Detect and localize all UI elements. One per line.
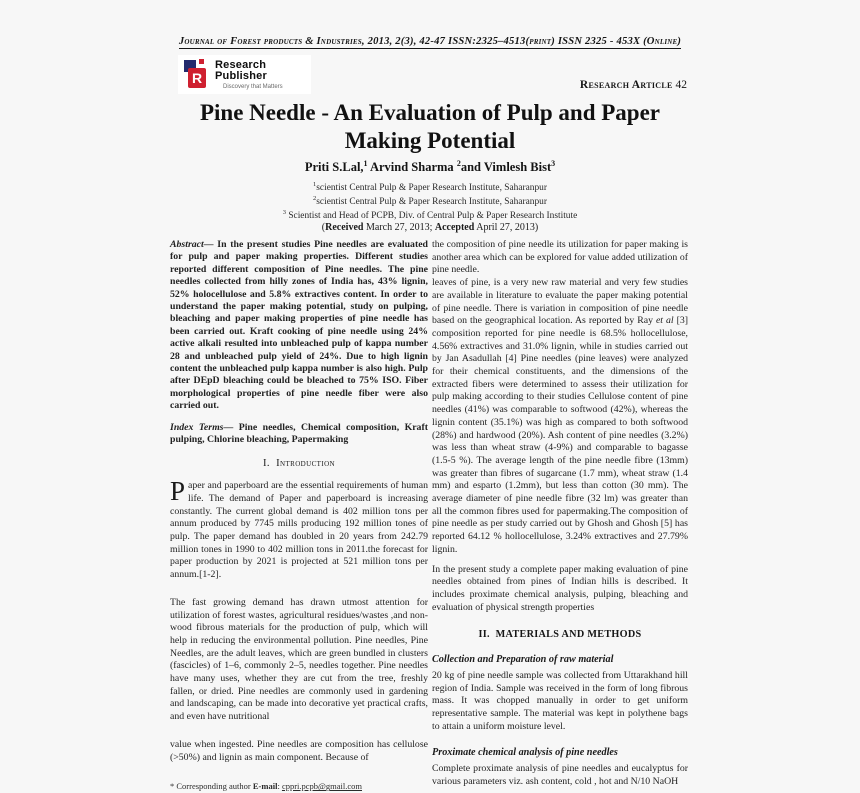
- section-heading-materials: [432, 629, 688, 642]
- section-2-number: II.: [478, 629, 490, 641]
- intro-paragraph: [170, 476, 428, 582]
- affiliation-1: [0, 180, 860, 194]
- collection-paragraph: 20 kg of pine needle sample was collected from Uttarakhand hill region of India. Sample was received in the form of long fibrous mass. It was chopped manually in order to get uniform representative sample. The material was kept in polythene bags to attain a uniform moisture level.: [432, 669, 688, 732]
- author-1: Priti S.Lal,: [304, 160, 364, 175]
- page-number: 42: [675, 79, 687, 91]
- corresponding-email-link[interactable]: cppri.pcpb@gmail.com: [281, 781, 362, 792]
- authors-line: [0, 159, 860, 175]
- publisher-logo: [178, 55, 311, 94]
- affiliation-3-sup: 3: [282, 208, 286, 216]
- section-1-number: I.: [263, 457, 270, 469]
- abstract-text: In the present studies Pine needles are evaluated for pulp and paper making properties. Different studies reported different composition of Pine needles. The pine needles collected from hilly zones of India has, 43% lignin, 52% holocellulose and 5.8% extractives content. In order to understand the paper making potential, study on pulping, bleaching and paper making properties of pine needle has been carried out. Kraft cooking of pine needle using 24% active alkali resulted into unbleached pulp of kappa number 28 and unbleached pulp yield of 24%. Due to high lignin content the unbleached pulp kappa number is also high. Pulp after DEpD bleaching could be bleached to 75% ISO. Fiber morphological properties of pine needle fiber were also carried out.: [170, 239, 428, 412]
- abstract-label: Abstract—: [170, 239, 214, 250]
- paper-title: [0, 99, 860, 155]
- affiliation-1-sup: 1: [313, 181, 317, 188]
- value-paragraph: value when ingested. Pine needles are composition has cellulose (>50%) and lignin as main component. Because of: [170, 738, 428, 763]
- literature-text-b: [3] composition reported for pine needle is 68.5% hollocellulose, 4.56% extractives and 31.0% lignin, while in studies carried out by Jan Asadullah [4] Pine needles (pine leaves) were analyzed for their chemical constituents, and the dimensions of the extracted fibers were determined to assess their utilization for pulp making according to their studies Cellulose content of pine needles (41%) was comparable to softwood (42%), whereas the lignin content (35.1%) was high as compared to both softwood (28%) and hardwood (20%). Ash content of pine needles (3.2%) was less than wheat straw (4-9%) and comparable to bagasse (1.5-5 %). The average length of the pine needle fibre (13mm) was greater than fibres of sugarcane (1.7 mm), wheat straw (1.4 mm) and esparto (1.2mm), but less than cotton (30 mm). The average diameter of pine needle fibre (32 lm) was greater than all the common fibres used for papermaking.The composition of pine needle as per study carried out by Ghosh and Ghosh [5] has reported 64.12 % hollocellulose, 3.24% extractives and 27.79% lignin.: [432, 315, 689, 555]
- literature-paragraph: [432, 277, 688, 556]
- affiliation-3: [0, 208, 860, 222]
- received-open: (: [321, 221, 326, 233]
- author-2-sup: 2: [456, 159, 461, 168]
- publisher-tagline: Discovery that Matters: [223, 83, 283, 90]
- publisher-name: Research Publisher: [215, 58, 267, 82]
- author-3: and Vimlesh Bist: [460, 160, 552, 175]
- present-study-paragraph: In the present study a complete paper making evaluation of pine needles obtained from pines of Indian hills is described. It includes proximate chemical analysis, pulping, bleaching and evaluation of physical strength properties: [432, 563, 688, 613]
- affiliation-1-text: scientist Central Pulp & Paper Research Institute, Saharanpur: [316, 183, 547, 194]
- footnote-email-label: E-mail: [252, 781, 278, 792]
- article-type-label: [580, 79, 687, 91]
- publisher-text: [215, 60, 311, 90]
- received-date: March 27, 2013;: [363, 221, 435, 233]
- composition-paragraph: the composition of pine needle its utilization for paper making is another area which can be explored for value added utilization of pine needle.: [432, 239, 688, 276]
- collection-subheading: Collection and Preparation of raw material: [432, 654, 614, 666]
- received-accepted-line: [0, 223, 860, 234]
- index-terms-paragraph: [170, 422, 428, 447]
- affiliation-2-sup: 2: [313, 194, 317, 202]
- index-terms-label: Index Terms—: [170, 421, 234, 433]
- section-2-title: MATERIALS AND METHODS: [495, 629, 642, 641]
- accepted-date: April 27, 2013): [474, 221, 539, 233]
- author-1-sup: 1: [363, 159, 368, 168]
- author-3-sup: 3: [551, 159, 556, 168]
- affiliation-2: [0, 194, 860, 208]
- demand-paragraph: The fast growing demand has drawn utmost attention for utilization of forest wastes, agricultural residues/wastes ,and non-wood fibrous materials for the production of pulp, which will help in reducing the environmental pollution. Pine needles, Pine Needles, are the adult leaves, which are green bundled in clusters (fascicles) of 1–6, commonly 2–5, needles together. Pine needles have many uses, whether they are cut from the tree, freshly fallen, or dried. Pine needles are commonly used in gardening and landscaping, can be made into decorative yet practical crafts, and even have nutritional: [170, 596, 428, 723]
- right-column: [432, 239, 688, 788]
- abstract-paragraph: [170, 239, 428, 413]
- left-column: [170, 239, 428, 793]
- affiliation-3-text: Scientist and Head of PCPB, Div. of Central Pulp & Paper Research Institute: [285, 210, 578, 221]
- footnote-prefix: * Corresponding author: [170, 781, 253, 792]
- journal-header-line: [0, 36, 860, 47]
- publisher-logo-icon: [183, 59, 210, 90]
- intro-text: aper and paperboard are the essential requirements of human life. The demand of Paper and paperboard is increasing constantly. The current global demand is 402 million tons per annum produced by 7745 mills producing 192 million tones of pulp. The paper demand has doubled in 20 years from 242.79 million tones in 1990 to 402 million tons in 2011.the forecast for paper production by 2021 is projected at 521 million tons per annum.[1-2].: [170, 480, 428, 581]
- article-type-text: Research Article: [579, 79, 673, 91]
- paper-title-line1: Pine Needle - An Evaluation of Pulp and Paper: [199, 100, 661, 125]
- paper-title-line2: Making Potential: [344, 128, 516, 153]
- accepted-label: Accepted: [434, 221, 475, 233]
- index-terms-text: Pine needles, Chemical composition, Kraft pulping, Chlorine bleaching, Papermaking: [170, 421, 428, 446]
- section-1-title: Introduction: [276, 457, 335, 469]
- et-al-italic: et al: [655, 315, 674, 327]
- journal-title-text: Journal of Forest products & Industries, 2013, 2(3), 42-47 ISSN:2325–4513(print) ISSN 2325 - 453X (Online): [178, 36, 682, 47]
- intro-dropcap: P: [170, 476, 186, 507]
- proximate-subheading: Proximate chemical analysis of pine needles: [432, 747, 618, 759]
- logo-red-dot: [199, 59, 204, 64]
- author-2: Arvind Sharma: [367, 160, 457, 175]
- section-heading-introduction: [170, 458, 428, 471]
- footnote-separator: :: [277, 781, 282, 792]
- proximate-paragraph: Complete proximate analysis of pine needles and eucalyptus for various parameters viz. ash content, cold , hot and N/10 NaOH: [432, 763, 688, 787]
- literature-text-a: leaves of pine, is a very new raw material and very few studies are available in literature to evaluate the paper making potential of pine needle. There is variation in composition of pine needle based on the geographical location. As reported by Ray: [432, 277, 688, 327]
- logo-r-glyph: R: [188, 68, 206, 88]
- affiliations-block: [0, 180, 860, 234]
- received-label: Received: [325, 221, 364, 233]
- corresponding-author-footnote: [170, 780, 428, 793]
- affiliation-2-text: scientist Central Pulp & Paper Research Institute, Saharanpur: [316, 197, 547, 208]
